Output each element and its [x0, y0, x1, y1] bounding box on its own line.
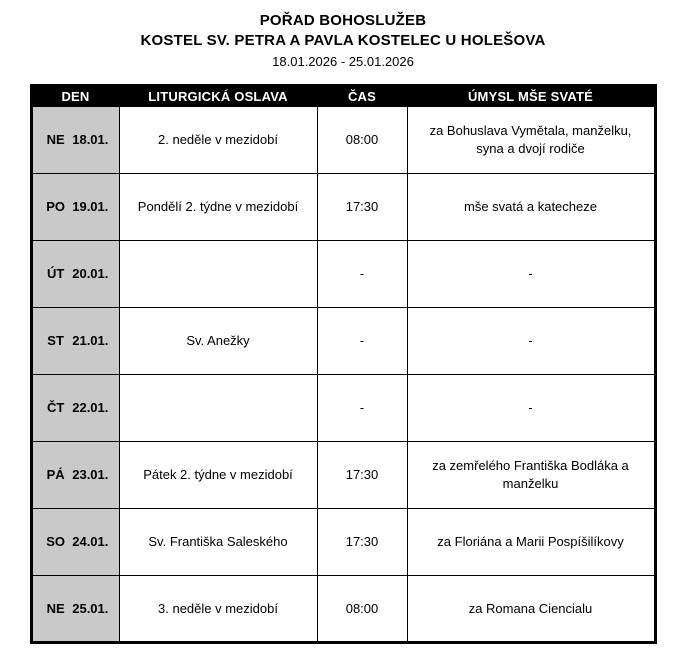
day-cell	[31, 576, 119, 643]
time-cell: 08:00	[317, 576, 407, 643]
table-row	[31, 576, 655, 643]
date-range: 18.01.2026 - 25.01.2026	[272, 54, 414, 69]
intention-cell: mše svatá a katecheze	[407, 174, 655, 241]
day-date: 21.01.	[72, 333, 109, 349]
day-abbreviation: ÚT	[46, 266, 65, 282]
day-cell	[31, 308, 119, 375]
feast-cell: 3. neděle v mezidobí	[119, 576, 317, 643]
day-cell	[31, 174, 119, 241]
day-abbreviation: PÁ	[46, 467, 65, 483]
table-row	[31, 174, 655, 241]
day-abbreviation: SO	[46, 534, 65, 550]
day-abbreviation: NE	[46, 600, 65, 616]
intention-cell: -	[407, 308, 655, 375]
time-cell: 08:00	[317, 107, 407, 174]
col-header-cas: ČAS	[317, 86, 407, 107]
feast-cell: Sv. Anežky	[119, 308, 317, 375]
day-cell	[31, 107, 119, 174]
day-abbreviation: ST	[47, 333, 64, 349]
time-cell: -	[317, 308, 407, 375]
day-cell	[31, 241, 119, 308]
day-date: 20.01.	[72, 266, 109, 282]
day-cell	[31, 509, 119, 576]
feast-cell: Pátek 2. týdne v mezidobí	[119, 442, 317, 509]
intention-cell: za Bohuslava Vymětala, manželku, syna a dvojí rodiče	[407, 107, 655, 174]
table-row	[31, 442, 655, 509]
day-date: 19.01.	[72, 199, 109, 215]
table-row	[31, 241, 655, 308]
page-title: POŘAD BOHOSLUŽEB	[259, 12, 427, 29]
intention-cell: za Floriána a Marii Pospíšilíkovy	[407, 509, 655, 576]
day-cell	[31, 375, 119, 442]
intention-cell: -	[407, 241, 655, 308]
feast-cell: Sv. Františka Saleského	[119, 509, 317, 576]
time-cell: -	[317, 375, 407, 442]
day-date: 18.01.	[72, 132, 109, 148]
col-header-liturgicka-oslava: LITURGICKÁ OSLAVA	[119, 86, 317, 107]
intention-cell: za zemřelého Františka Bodláka a manželku	[407, 442, 655, 509]
table-body	[31, 107, 655, 643]
header-row	[31, 86, 655, 107]
time-cell: 17:30	[317, 509, 407, 576]
feast-cell: Pondělí 2. týdne v mezidobí	[119, 174, 317, 241]
table-row	[31, 509, 655, 576]
feast-cell: 2. neděle v mezidobí	[119, 107, 317, 174]
table-header	[31, 86, 655, 107]
table-row	[31, 375, 655, 442]
day-abbreviation: PO	[46, 199, 65, 215]
feast-cell	[119, 241, 317, 308]
col-header-den: DEN	[31, 86, 119, 107]
day-abbreviation: ČT	[46, 400, 65, 416]
page-header	[0, 12, 686, 69]
day-date: 23.01.	[72, 467, 109, 483]
day-cell	[31, 442, 119, 509]
day-abbreviation: NE	[46, 132, 65, 148]
day-date: 24.01.	[72, 534, 109, 550]
col-header-umysl: ÚMYSL MŠE SVATÉ	[407, 86, 655, 107]
time-cell: -	[317, 241, 407, 308]
church-name: KOSTEL SV. PETRA A PAVLA KOSTELEC U HOLEŠOVA	[140, 32, 546, 49]
intention-cell: -	[407, 375, 655, 442]
mass-schedule-table	[30, 84, 657, 644]
day-date: 22.01.	[72, 400, 109, 416]
time-cell: 17:30	[317, 174, 407, 241]
table-row	[31, 107, 655, 174]
table-row	[31, 308, 655, 375]
time-cell: 17:30	[317, 442, 407, 509]
intention-cell: za Romana Ciencialu	[407, 576, 655, 643]
feast-cell	[119, 375, 317, 442]
day-date: 25.01.	[72, 600, 109, 616]
